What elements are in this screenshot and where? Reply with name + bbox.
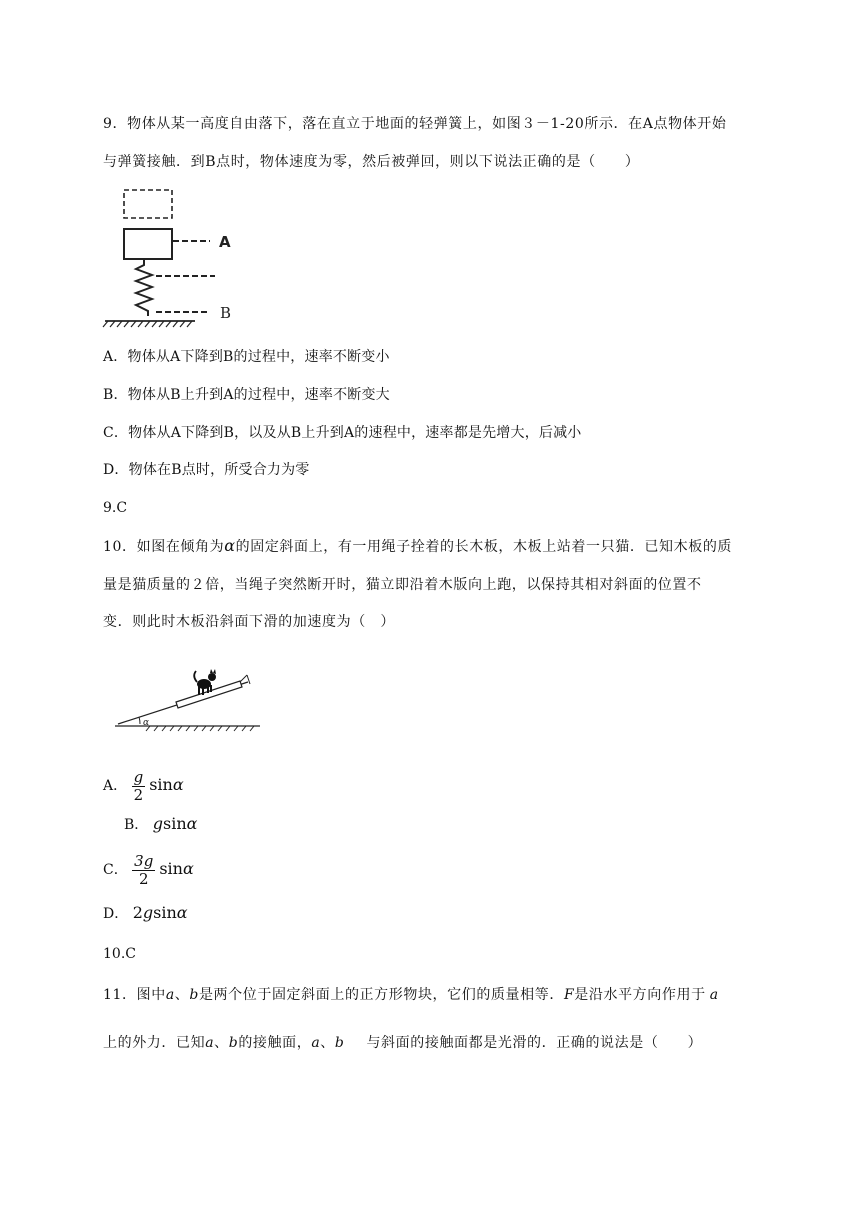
label-a: A xyxy=(219,233,231,251)
coefficient-2: 2 xyxy=(132,903,143,922)
var-b: b xyxy=(334,1035,345,1051)
q10-stem-line-2: 量是猫质量的２倍，当绳子突然断开时，猫立即沿着木版向上跑，以保持其相对斜面的位置不 xyxy=(103,577,702,593)
var-f: F xyxy=(563,987,575,1003)
sin-text: sin xyxy=(149,775,173,794)
fraction-numerator: 3g xyxy=(134,851,154,870)
fraction-3g-over-2 xyxy=(132,853,155,888)
g-symbol: g xyxy=(152,814,163,833)
option-c-prefix: C． xyxy=(103,862,128,878)
q10-option-d xyxy=(103,903,188,924)
q10-incline-figure xyxy=(110,662,265,734)
label-b: B xyxy=(220,304,232,322)
q10-answer: 10.C xyxy=(103,946,136,962)
q9-option-c: C．物体从A下降到B，以及从B上升到A的速程中，速率都是先增大，后减小 xyxy=(103,425,582,441)
q11-text-part: 的接触面， xyxy=(238,1035,312,1051)
var-b: b xyxy=(228,1035,239,1051)
q11-text-part: 上的外力．已知 xyxy=(103,1035,206,1051)
q11-text-part: 是两个位于固定斜面上的正方形物块，它们的质量相等． xyxy=(198,987,564,1003)
q9-stem-line-2: 与弹簧接触．到B点时，物体速度为零，然后被弹回，则以下说法正确的是（ ） xyxy=(103,154,640,170)
var-b: b xyxy=(189,987,199,1003)
q10-stem-post: 的固定斜面上，有一用绳子拴着的长木板，木板上站着一只猫．已知木板的质 xyxy=(235,539,733,555)
q11-text-part: 与斜面的接触面都是光滑的．正确的说法是（ ） xyxy=(366,1035,703,1051)
q10-stem-line-3: 变．则此时木板沿斜面下滑的加速度为（ ） xyxy=(103,614,395,630)
q11-stem-line-2 xyxy=(103,1033,702,1053)
alpha-symbol: α xyxy=(186,814,198,833)
q10-option-b xyxy=(124,814,197,835)
q10-stem-pre: 10．如图在倾角为 xyxy=(103,539,225,555)
angle-label: α xyxy=(143,718,150,728)
q9-option-b: B．物体从B上升到A的过程中，速率不断变大 xyxy=(103,387,390,403)
q11-sep: 、 xyxy=(320,1035,335,1051)
dashed-box xyxy=(124,190,172,218)
fraction-g-over-2 xyxy=(132,769,146,804)
q9-option-a: A．物体从A下降到B的过程中，速率不断变小 xyxy=(103,349,390,365)
fraction-denominator: 2 xyxy=(133,785,144,804)
sin-text: sin xyxy=(159,859,183,878)
var-a: a xyxy=(165,987,175,1003)
var-a: a xyxy=(709,987,719,1003)
q10-option-a xyxy=(103,765,184,805)
incline-ground-hatch xyxy=(146,726,254,731)
sin-text: sin xyxy=(153,903,177,922)
q10-option-c xyxy=(103,849,194,889)
alpha-symbol: α xyxy=(182,859,194,878)
alpha-symbol: α xyxy=(224,536,236,555)
q11-sep: 、 xyxy=(174,987,190,1003)
q11-sep: 、 xyxy=(214,1035,229,1051)
solid-box xyxy=(124,229,172,259)
q9-stem-line-1: 9．物体从某一高度自由落下，落在直立于地面的轻弹簧上，如图３－1-20所示．在A点物体开始 xyxy=(103,116,727,132)
fraction-denominator: 2 xyxy=(138,869,149,888)
sin-text: sin xyxy=(163,814,187,833)
var-a: a xyxy=(311,1035,321,1051)
alpha-symbol: α xyxy=(172,775,184,794)
q11-text-part: 11．图中 xyxy=(103,987,166,1003)
option-d-prefix: D． xyxy=(103,906,129,922)
option-b-prefix: B． xyxy=(124,817,149,833)
g-symbol: g xyxy=(142,903,154,922)
spring xyxy=(136,259,152,316)
q11-text-part: 是沿水平方向作用于 xyxy=(574,987,706,1003)
var-a: a xyxy=(205,1035,215,1051)
q9-answer: 9.C xyxy=(103,500,128,516)
fraction-numerator: g xyxy=(133,767,144,786)
q11-stem-line-1 xyxy=(103,985,719,1005)
option-a-prefix: A． xyxy=(103,778,128,794)
q10-stem-line-1 xyxy=(103,536,732,557)
alpha-symbol: α xyxy=(176,903,188,922)
q9-option-d: D．物体在B点时，所受合力为零 xyxy=(103,462,310,478)
q9-spring-figure xyxy=(100,185,240,330)
